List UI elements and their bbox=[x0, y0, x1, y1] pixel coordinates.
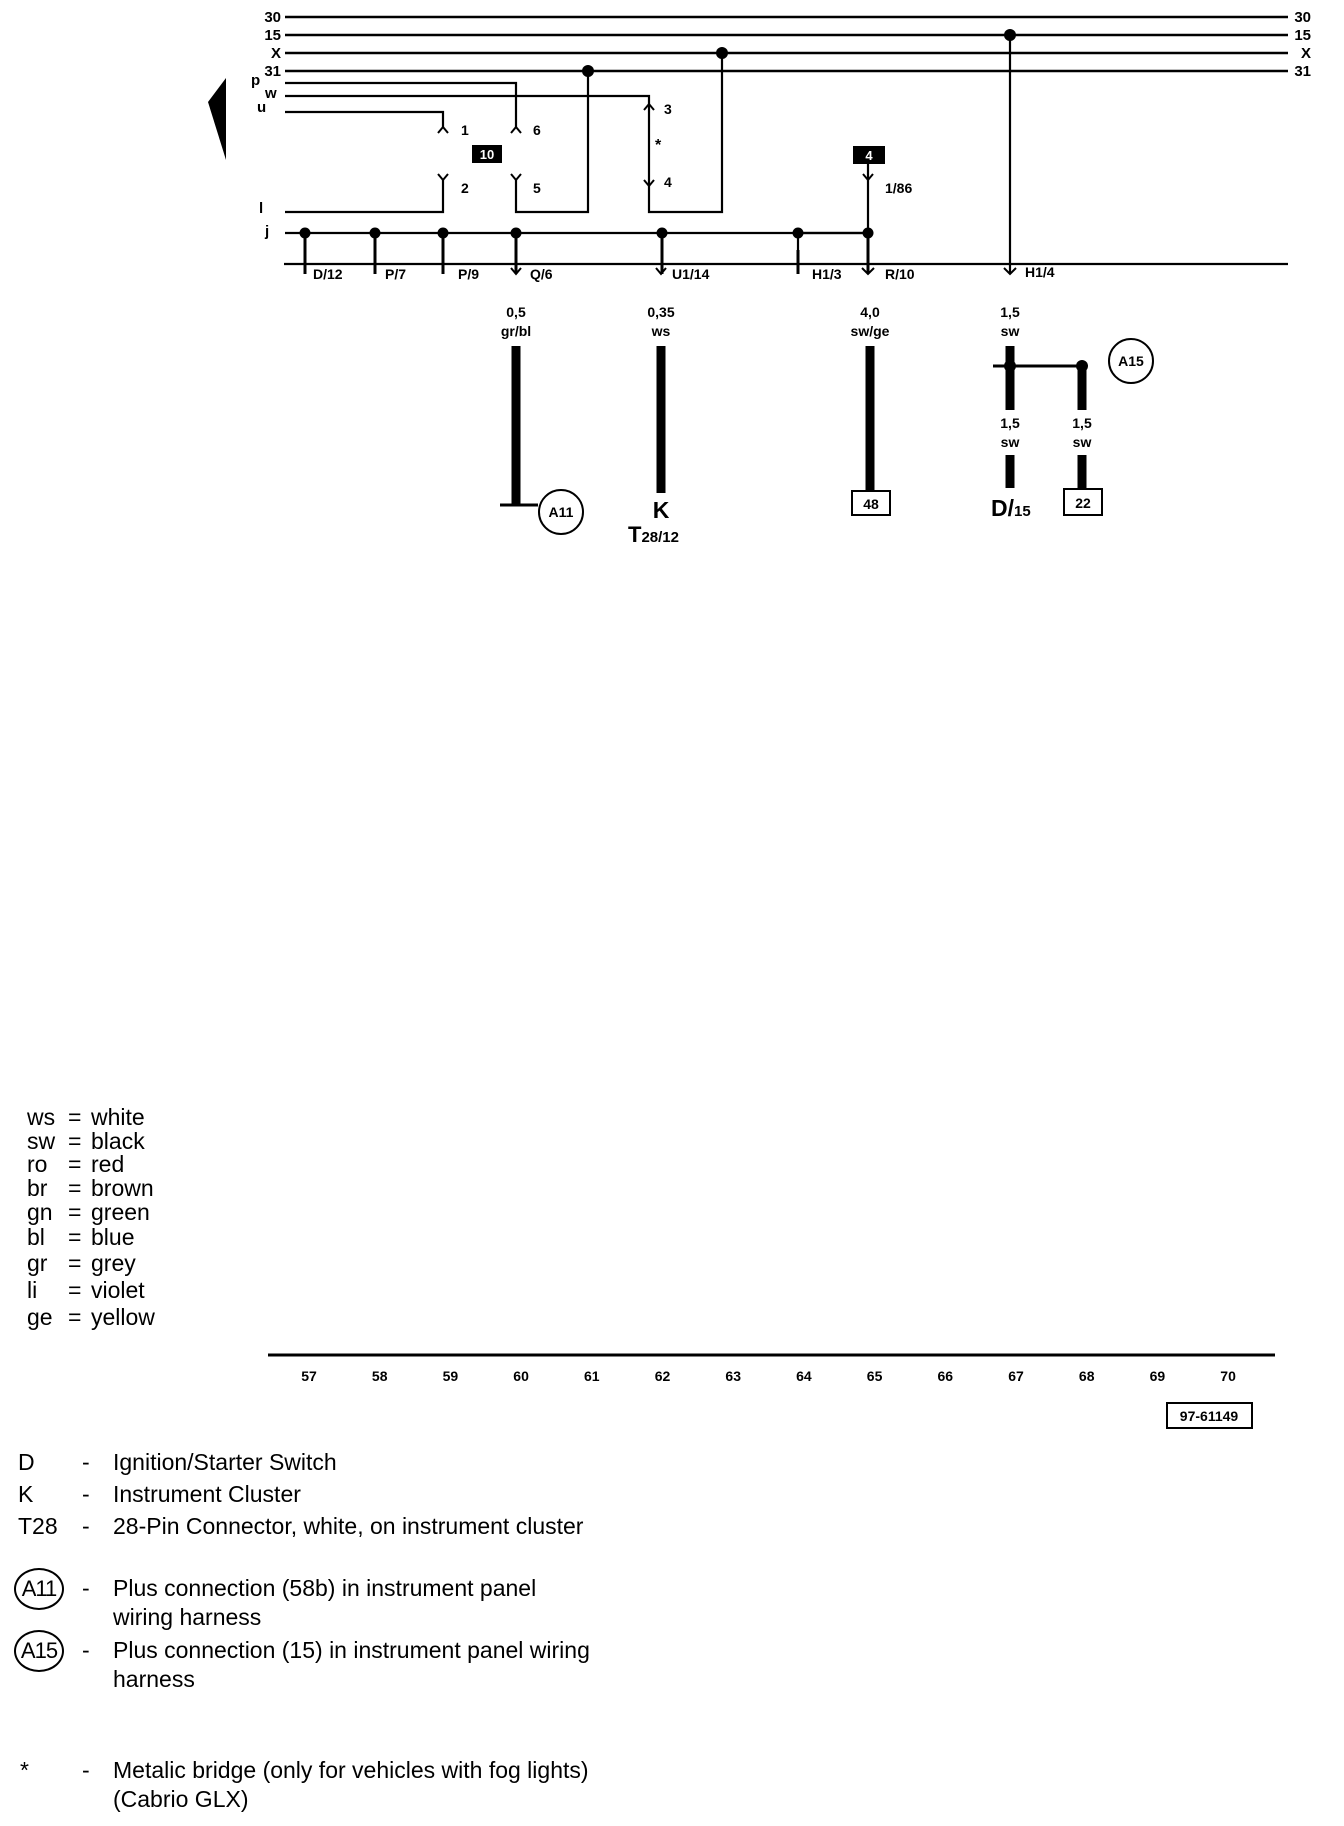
part-code-circle: A15 bbox=[14, 1630, 64, 1672]
scale-label: 67 bbox=[1008, 1368, 1024, 1384]
terminal-k-label: K bbox=[652, 497, 670, 523]
supply-rails bbox=[285, 17, 1288, 71]
part-code: T28 bbox=[18, 1513, 58, 1539]
legend-name: white bbox=[91, 1104, 145, 1130]
rail-label-15-left: 15 bbox=[264, 27, 281, 44]
legend-equals: = bbox=[68, 1250, 82, 1276]
legend-name: green bbox=[91, 1199, 150, 1225]
legend-name: black bbox=[91, 1128, 145, 1154]
junction-dots bbox=[300, 29, 1089, 372]
connector-p7: P/7 bbox=[385, 266, 407, 282]
terminal-48-label: 48 bbox=[863, 496, 879, 512]
part-desc-line2: wiring harness bbox=[113, 1604, 262, 1630]
footnote-code: * bbox=[20, 1757, 29, 1783]
legend-name: grey bbox=[91, 1250, 136, 1276]
pin-6: 6 bbox=[533, 122, 541, 138]
signal-label-w: w bbox=[265, 85, 277, 102]
rail-label-30-left: 30 bbox=[264, 9, 281, 26]
signal-label-l: l bbox=[259, 200, 264, 217]
scale-label: 60 bbox=[513, 1368, 529, 1384]
wire-size-6: 1,5 bbox=[1072, 415, 1092, 431]
scale-label: 66 bbox=[937, 1368, 954, 1384]
rail-label-15-right: 15 bbox=[1294, 27, 1311, 44]
page-arrow-left-icon[interactable] bbox=[208, 78, 226, 160]
component-10-label: 10 bbox=[479, 147, 495, 162]
terminal-a11-label: A11 bbox=[548, 504, 574, 520]
part-desc: Ignition/Starter Switch bbox=[113, 1449, 337, 1475]
legend-equals: = bbox=[68, 1128, 82, 1154]
wire-size-5: 1,5 bbox=[1000, 415, 1020, 431]
scale-label: 58 bbox=[371, 1368, 388, 1384]
footnote-line1: Metalic bridge (only for vehicles with fog lights) bbox=[113, 1757, 589, 1783]
part-dash: - bbox=[82, 1575, 90, 1601]
legend-code: sw bbox=[27, 1128, 56, 1154]
scale-labels bbox=[301, 1368, 1236, 1384]
connector-u1-14: U1/14 bbox=[672, 266, 710, 282]
legend-equals: = bbox=[68, 1175, 82, 1201]
wire-color-6: sw bbox=[1072, 434, 1092, 450]
part-desc-line1: Plus connection (15) in instrument panel wiring bbox=[113, 1637, 590, 1663]
rail-label-31-right: 31 bbox=[1294, 63, 1311, 80]
legend-name: yellow bbox=[91, 1304, 155, 1330]
terminal-d15-label: D/15 bbox=[991, 495, 1031, 521]
signal-label-p: p bbox=[251, 72, 261, 89]
wire-color-4: sw bbox=[1000, 323, 1020, 339]
rail-label-x-right: X bbox=[1300, 45, 1311, 62]
part-code: D bbox=[18, 1449, 35, 1475]
legend-code: ws bbox=[27, 1104, 56, 1130]
wire-size-1: 0,5 bbox=[506, 304, 526, 320]
part-desc-line2: harness bbox=[113, 1666, 195, 1692]
harness-branches bbox=[500, 366, 1082, 505]
harness-wires bbox=[516, 346, 1082, 505]
figure-ref: 97-61149 bbox=[1179, 1408, 1239, 1424]
pin-1: 1 bbox=[461, 122, 469, 138]
legend-name: red bbox=[91, 1151, 125, 1177]
legend-name: blue bbox=[91, 1224, 135, 1250]
part-dash: - bbox=[82, 1481, 90, 1507]
scale-label: 64 bbox=[796, 1368, 812, 1384]
pin-2: 2 bbox=[461, 180, 469, 196]
part-code-circle: A11 bbox=[14, 1568, 64, 1610]
part-dash: - bbox=[82, 1757, 90, 1783]
connector-r10: R/10 bbox=[885, 266, 915, 282]
part-desc: Instrument Cluster bbox=[113, 1481, 301, 1507]
scale-label: 59 bbox=[442, 1368, 459, 1384]
scale-label: 65 bbox=[866, 1368, 883, 1384]
legend-code: ge bbox=[27, 1304, 53, 1330]
rail-label-x-left: X bbox=[270, 45, 281, 62]
wire-color-1: gr/bl bbox=[500, 323, 532, 339]
part-dash: - bbox=[82, 1449, 90, 1475]
pin-4: 4 bbox=[664, 174, 672, 190]
legend-equals: = bbox=[68, 1277, 82, 1303]
rail-label-31-left: 31 bbox=[264, 63, 281, 80]
legend-name: brown bbox=[91, 1175, 154, 1201]
pin-3: 3 bbox=[664, 101, 672, 117]
scale-label: 61 bbox=[584, 1368, 600, 1384]
signal-label-u: u bbox=[257, 99, 267, 116]
connector-h1-3: H1/3 bbox=[812, 266, 842, 282]
part-code: K bbox=[18, 1481, 34, 1507]
legend-equals: = bbox=[68, 1304, 82, 1330]
connector-h1-4: H1/4 bbox=[1025, 264, 1055, 280]
legend-equals: = bbox=[68, 1224, 82, 1250]
part-desc: 28-Pin Connector, white, on instrument cluster bbox=[113, 1513, 584, 1539]
part-dash: - bbox=[82, 1637, 90, 1663]
pin-1-86: 1/86 bbox=[885, 180, 913, 196]
wire-color-5: sw bbox=[1000, 434, 1020, 450]
legend-equals: = bbox=[68, 1199, 82, 1225]
scale-label: 62 bbox=[654, 1368, 671, 1384]
footnote-line2: (Cabrio GLX) bbox=[113, 1786, 249, 1812]
pin-forks bbox=[438, 104, 1016, 274]
connector-p9: P/9 bbox=[458, 266, 480, 282]
legend-code: li bbox=[27, 1277, 38, 1303]
terminal-t28-label: T28/12 bbox=[628, 522, 679, 547]
wire-color-2: ws bbox=[651, 323, 671, 339]
rail-label-30-right: 30 bbox=[1294, 9, 1311, 26]
legend-code: br bbox=[27, 1175, 48, 1201]
wire-size-2: 0,35 bbox=[647, 304, 675, 320]
signal-label-j: j bbox=[265, 223, 270, 240]
legend-equals: = bbox=[68, 1151, 82, 1177]
legend-code: bl bbox=[27, 1224, 45, 1250]
wire-color-3: sw/ge bbox=[850, 323, 890, 339]
scale-label: 57 bbox=[301, 1368, 317, 1384]
connector-d12: D/12 bbox=[313, 266, 343, 282]
wire-size-3: 4,0 bbox=[860, 304, 880, 320]
part-dash: - bbox=[82, 1513, 90, 1539]
terminal-22-label: 22 bbox=[1075, 495, 1091, 511]
scale-label: 70 bbox=[1220, 1368, 1236, 1384]
connector-q6: Q/6 bbox=[530, 266, 553, 282]
legend-code: gr bbox=[27, 1250, 48, 1276]
component-4-label: 4 bbox=[865, 148, 873, 163]
bridge-asterisk: * bbox=[655, 137, 662, 154]
wire-size-4: 1,5 bbox=[1000, 304, 1020, 320]
scale-label: 63 bbox=[725, 1368, 741, 1384]
legend-equals: = bbox=[68, 1104, 82, 1130]
scale-label: 68 bbox=[1078, 1368, 1095, 1384]
terminal-a15-label: A15 bbox=[1118, 353, 1144, 369]
part-desc-line1: Plus connection (58b) in instrument panel bbox=[113, 1575, 537, 1601]
pin-5: 5 bbox=[533, 180, 541, 196]
legend-code: ro bbox=[27, 1151, 48, 1177]
legend-code: gn bbox=[27, 1199, 53, 1225]
scale-label: 69 bbox=[1149, 1368, 1166, 1384]
legend-name: violet bbox=[91, 1277, 145, 1303]
